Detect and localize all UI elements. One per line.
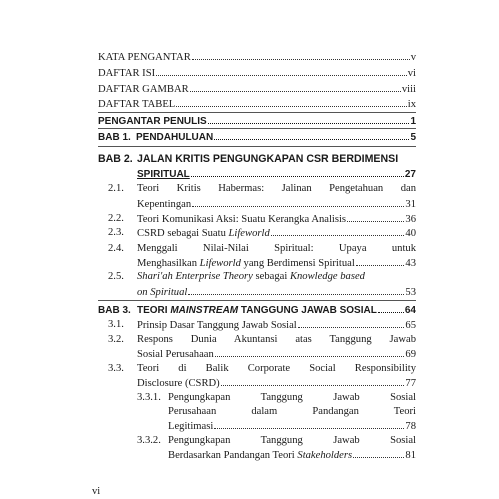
section-title-cont xyxy=(137,257,355,271)
section-divider xyxy=(98,112,416,113)
section-number: 3.3. xyxy=(108,363,124,374)
leader-dots xyxy=(353,448,404,458)
section-title[interactable] xyxy=(137,182,416,196)
section-title-italic: Knowledge based xyxy=(289,271,365,282)
toc-entry-page: 27 xyxy=(404,169,416,180)
toc-entry-2-2[interactable] xyxy=(137,212,416,227)
subsection-number: 3.3.2. xyxy=(137,435,161,446)
page-number: vi xyxy=(92,486,101,497)
toc-entry-2-4[interactable] xyxy=(137,256,416,271)
leader-dots xyxy=(214,419,404,429)
toc-entry-page: 78 xyxy=(405,421,416,432)
toc-entry-page: 31 xyxy=(405,199,416,210)
toc-entry-label: PENGANTAR PENULIS xyxy=(98,116,207,127)
subsection-title-line: Pengungkapan Tanggung Jawab Sosial xyxy=(168,435,416,446)
toc-entry-page: 36 xyxy=(405,214,416,225)
section-title-cont: on Spiritual xyxy=(137,287,188,298)
leader-dots xyxy=(214,130,409,140)
section-title[interactable] xyxy=(137,270,365,284)
leader-dots xyxy=(347,212,404,222)
section-title-italic: Lifeworld xyxy=(199,258,241,269)
toc-entry-2-5[interactable] xyxy=(137,285,416,300)
toc-entry-page: 43 xyxy=(405,258,416,269)
section-title: Teori Komunikasi Aksi: Suatu Kerangka Analisis xyxy=(137,214,347,225)
section-divider xyxy=(98,300,416,301)
leader-dots xyxy=(191,167,404,177)
subsection-number: 3.3.1. xyxy=(137,392,161,403)
subsection-title-cont: Legitimasi xyxy=(168,421,214,432)
section-title-line: Teori Kritis Habermas: Jalinan Pengetahuan dan xyxy=(137,183,416,194)
toc-entry-label: DAFTAR GAMBAR xyxy=(98,84,189,95)
leader-dots xyxy=(271,226,405,236)
leader-dots xyxy=(192,197,404,207)
section-number: 3.1. xyxy=(108,319,124,330)
section-divider xyxy=(98,146,416,147)
section-title xyxy=(137,227,270,241)
section-title-italic: Shari'ah Enterprise Theory xyxy=(137,271,253,282)
chapter-number: BAB 3. xyxy=(98,305,131,316)
section-title-cont: Disclosure (CSRD) xyxy=(137,378,220,389)
leader-dots xyxy=(208,114,410,124)
toc-entry-page: viii xyxy=(401,84,416,95)
leader-dots xyxy=(176,97,406,107)
section-title-italic: Lifeworld xyxy=(228,228,270,239)
toc-entry-3-2[interactable] xyxy=(137,347,416,362)
toc-entry-label: KATA PENGANTAR xyxy=(98,52,191,63)
toc-entry-page: 40 xyxy=(405,228,416,239)
subsection-title-italic: Stakeholders xyxy=(297,450,353,461)
section-number: 2.5. xyxy=(108,271,124,282)
subsection-title-line: Perusahaan dalam Pandangan Teori xyxy=(168,406,416,417)
toc-entry-page: 1 xyxy=(410,116,416,127)
toc-entry-page: 53 xyxy=(405,287,416,298)
subsection-title-line: Pengungkapan Tanggung Jawab Sosial xyxy=(168,392,416,403)
section-title-part: sebagai xyxy=(252,271,290,282)
section-number: 2.4. xyxy=(108,243,124,254)
section-title-cont: Sosial Perusahaan xyxy=(137,349,214,360)
toc-entry-page: v xyxy=(410,52,416,63)
section-title[interactable] xyxy=(137,362,416,376)
toc-entry-page: 65 xyxy=(405,320,416,331)
subsection-title xyxy=(168,405,416,419)
section-title-line: Teori di Balik Corporate Social Responsibility xyxy=(137,363,416,374)
chapter-title-italic: MAINSTREAM xyxy=(170,305,239,316)
toc-entry-page: 77 xyxy=(405,378,416,389)
toc-entry-bab-1[interactable] xyxy=(98,130,416,145)
section-divider xyxy=(98,128,416,129)
chapter-number: BAB 2. xyxy=(98,153,133,165)
toc-entry-page: 5 xyxy=(410,132,416,143)
chapter-title: PENDAHULUAN xyxy=(136,132,214,143)
subsection-title-cont xyxy=(168,449,352,463)
toc-entry-3-3-1[interactable] xyxy=(168,419,416,434)
toc-entry-bab-2[interactable] xyxy=(137,167,416,182)
toc-entry-page: 69 xyxy=(405,349,416,360)
section-title-cont: Kepentingan xyxy=(137,199,192,210)
chapter-title-part: TANGGUNG JAWAB SOSIAL xyxy=(238,305,377,316)
section-number: 2.2. xyxy=(108,213,124,224)
section-number: 2.3. xyxy=(108,227,124,238)
chapter-title-part: TEORI xyxy=(137,305,171,316)
leader-dots xyxy=(298,318,405,328)
section-title[interactable] xyxy=(137,242,416,256)
leader-dots xyxy=(156,66,407,76)
section-number: 3.2. xyxy=(108,334,124,345)
toc-entry-page: ix xyxy=(407,99,416,110)
chapter-title[interactable]: JALAN KRITIS PENGUNGKAPAN CSR BERDIMENSI xyxy=(137,153,399,165)
toc-entry-label: DAFTAR TABEL xyxy=(98,99,176,110)
chapter-title xyxy=(137,304,377,318)
leader-dots xyxy=(190,82,401,92)
toc-entry-page: 64 xyxy=(404,305,416,316)
subsection-title[interactable] xyxy=(168,434,416,448)
toc-entry-bab-3[interactable] xyxy=(98,303,416,318)
toc-entry-3-3[interactable] xyxy=(137,376,416,391)
leader-dots xyxy=(215,347,405,357)
subsection-title[interactable] xyxy=(168,391,416,405)
toc-entry-kata-pengantar[interactable] xyxy=(98,50,416,65)
toc-entry-label: DAFTAR ISI xyxy=(98,68,156,79)
leader-dots xyxy=(378,303,404,313)
section-title: Prinsip Dasar Tanggung Jawab Sosial xyxy=(137,320,297,331)
leader-dots xyxy=(188,285,404,295)
toc-entry-daftar-gambar[interactable] xyxy=(98,82,416,97)
section-title-line: Menggali Nilai-Nilai Spiritual: Upaya untuk xyxy=(137,243,416,254)
toc-entry-pengantar-penulis[interactable] xyxy=(98,114,416,129)
toc-entry-page: vi xyxy=(407,68,416,79)
toc-entry-3-3-2[interactable] xyxy=(168,448,416,463)
toc-entry-2-3[interactable] xyxy=(137,226,416,241)
section-number: 2.1. xyxy=(108,183,124,194)
section-title-line: Respons Dunia Akuntansi atas Tanggung Jawab xyxy=(137,334,416,345)
section-title-part: CSRD sebagai Suatu xyxy=(137,228,229,239)
leader-dots xyxy=(221,376,405,386)
leader-dots xyxy=(192,50,410,60)
leader-dots xyxy=(356,256,405,266)
toc-entry-daftar-isi[interactable] xyxy=(98,66,416,81)
toc-entry-daftar-tabel[interactable] xyxy=(98,97,416,112)
chapter-title-cont: SPIRITUAL xyxy=(137,169,190,180)
toc-entry-2-1[interactable] xyxy=(137,197,416,212)
section-title-part: Menghasilkan xyxy=(137,258,200,269)
toc-entry-3-1[interactable] xyxy=(137,318,416,333)
section-title[interactable] xyxy=(137,333,416,347)
chapter-number: BAB 1. xyxy=(98,132,131,143)
toc-entry-page: 81 xyxy=(405,450,416,461)
subsection-title-part: Berdasarkan Pandangan Teori xyxy=(168,450,298,461)
section-title-part: yang Berdimensi Spiritual xyxy=(240,258,355,269)
